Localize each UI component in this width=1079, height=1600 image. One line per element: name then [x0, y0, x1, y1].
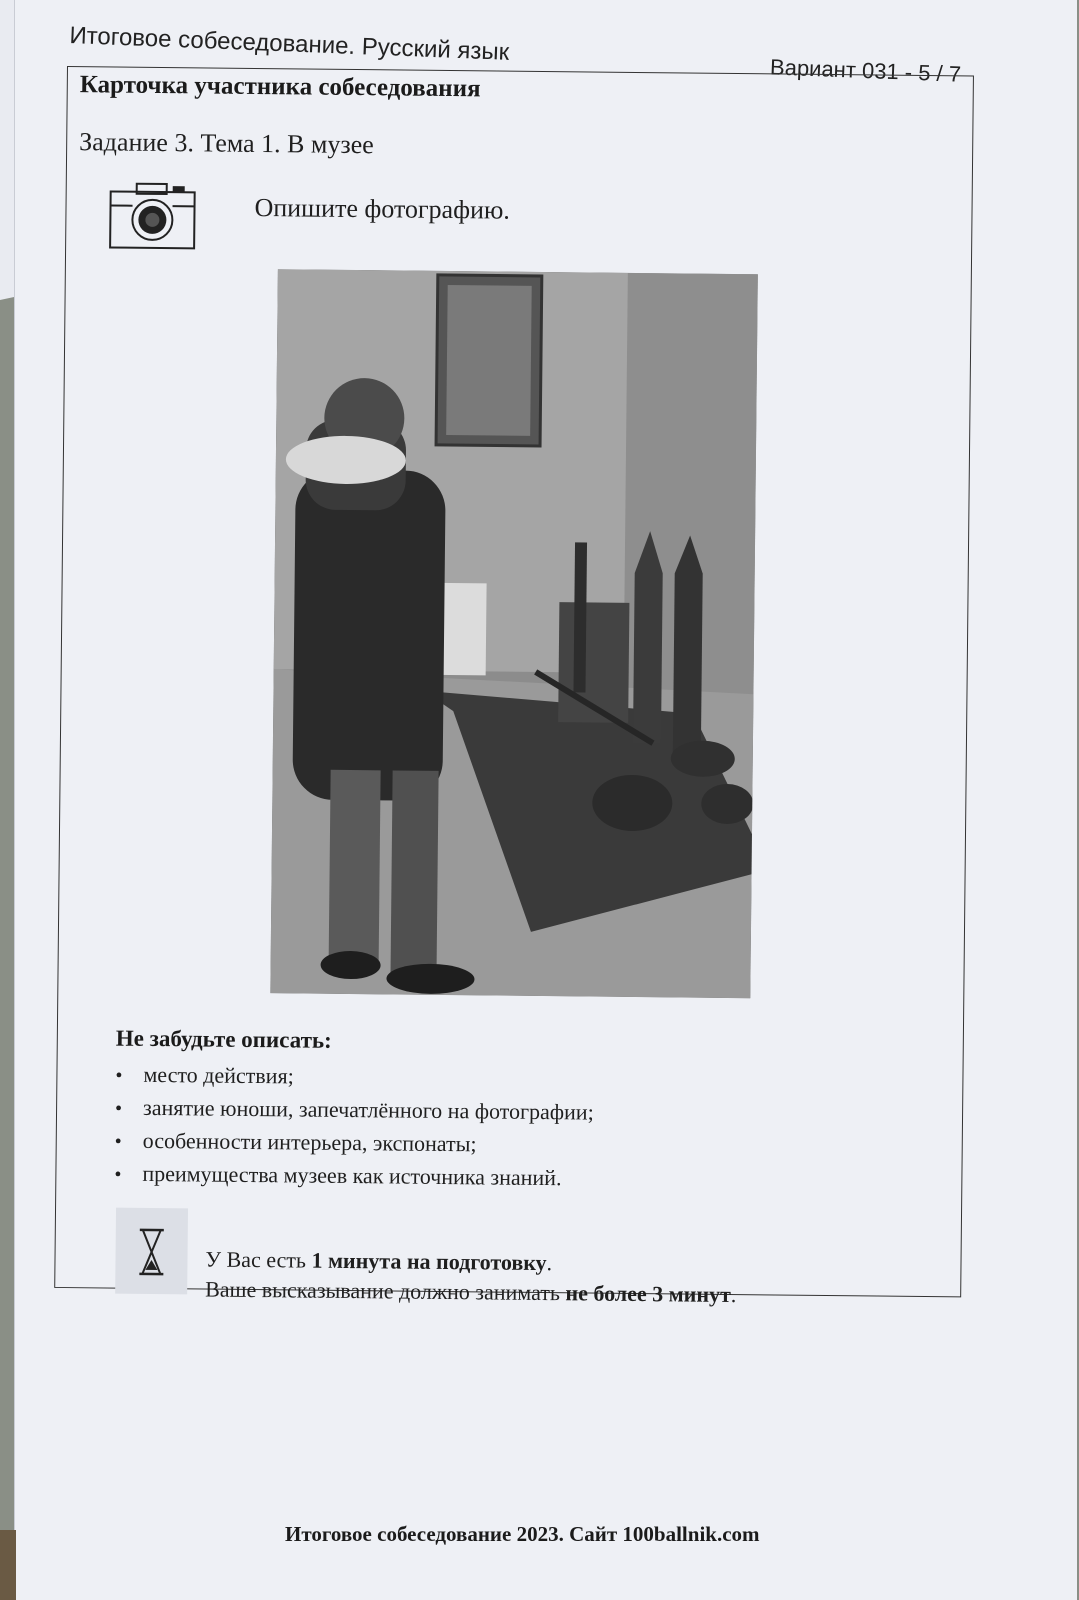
variant-number: Вариант 031 - 5 / 7 [769, 54, 962, 87]
table-edge [0, 1530, 16, 1600]
list-item: • преимущества музеев как источника знаний. [114, 1157, 593, 1195]
speech-time-text: Ваше высказывание должно занимать не более 3 минут. [205, 1276, 737, 1308]
task-card [54, 66, 974, 1308]
page-footer: Итоговое собеседование 2023. Сайт 100ballnik.com [285, 1522, 760, 1546]
card-title: Карточка участника собеседования [79, 71, 481, 103]
list-item: • занятие юноши, запечатлённого на фотографии; [115, 1091, 594, 1129]
camera-icon [108, 179, 199, 257]
document-page [14, 0, 1077, 1600]
prep-time-text: У Вас есть 1 минута на подготовку. [205, 1246, 553, 1276]
list-item: • особенности интерьера, экспонаты; [115, 1124, 594, 1162]
reminder-list [114, 1058, 594, 1195]
exam-subject: Итоговое собеседование. Русский язык [68, 22, 510, 66]
reminder-heading: Не забудьте описать: [115, 1025, 332, 1053]
timer-box [115, 1208, 188, 1295]
task-title: Задание 3. Тема 1. В музее [79, 127, 374, 160]
hourglass-icon [115, 1208, 188, 1295]
museum-photo [270, 269, 758, 998]
list-item: • место действия; [115, 1058, 594, 1096]
task-instruction: Опишите фотографию. [254, 192, 511, 225]
